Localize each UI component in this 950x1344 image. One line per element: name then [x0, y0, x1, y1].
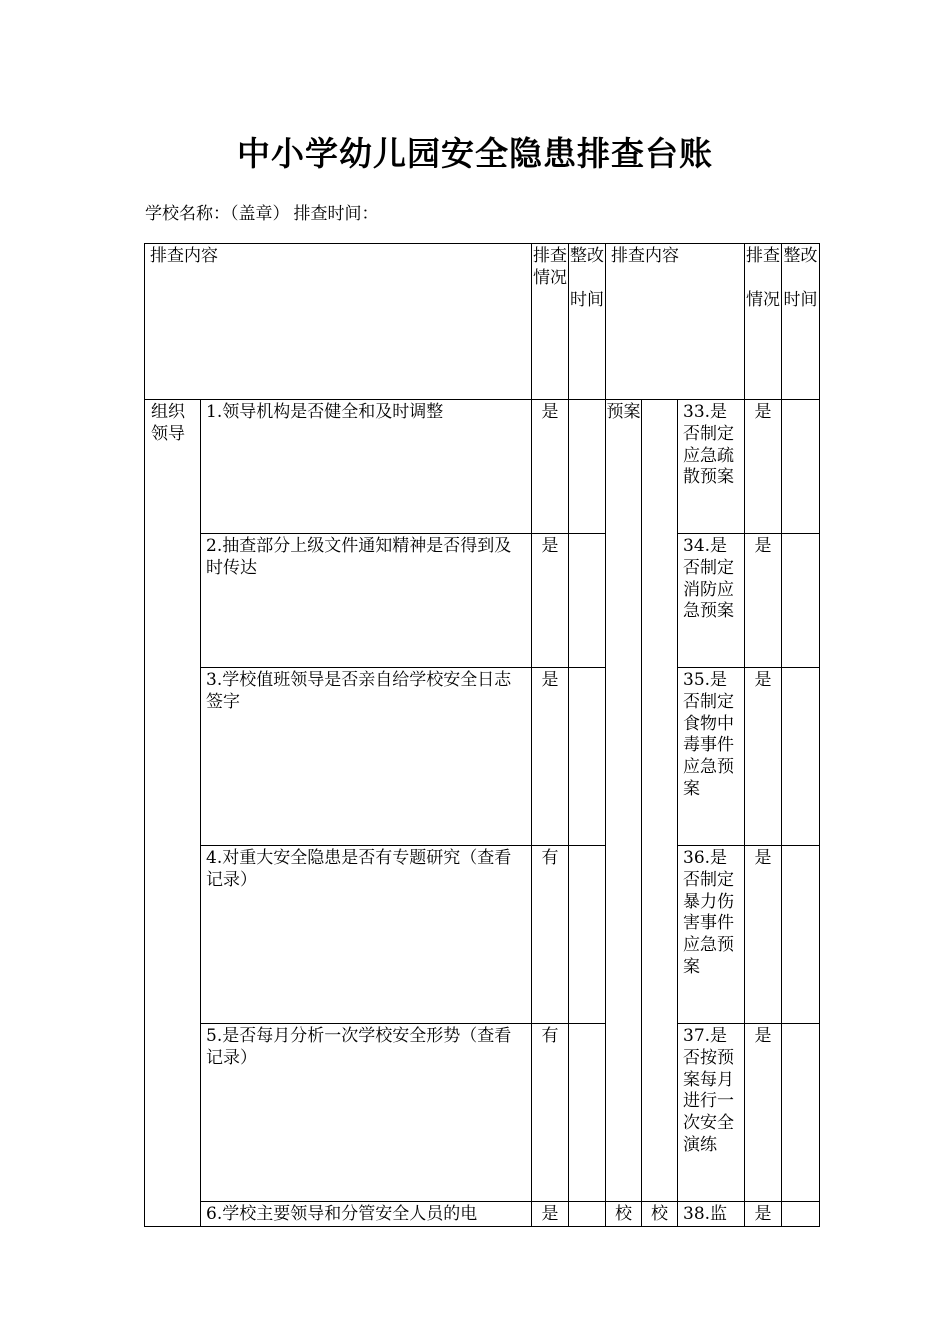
- left-item: 6.学校主要领导和分管安全人员的电: [201, 1202, 532, 1227]
- right-item: 34.是否制定消防应急预案: [678, 534, 745, 668]
- right-time: [782, 668, 820, 846]
- left-status: 是: [532, 1202, 569, 1227]
- left-time: [569, 534, 606, 668]
- category-emergency-plan: 预案: [606, 400, 642, 1202]
- category-organization-leadership: 组织领导: [145, 400, 201, 1227]
- right-time: [782, 846, 820, 1024]
- right-status: 是: [745, 1024, 782, 1202]
- left-status: 是: [532, 534, 569, 668]
- table-row: [145, 1202, 820, 1227]
- left-item: 2.抽查部分上级文件通知精神是否得到及时传达: [201, 534, 532, 668]
- document-title: 中小学幼儿园安全隐患排查台账: [237, 134, 713, 173]
- right-item: 36.是否制定暴力伤害事件应急预案: [678, 846, 745, 1024]
- table-row: [145, 400, 820, 534]
- category-school: 校: [606, 1202, 642, 1227]
- header-time: 时间: [570, 289, 604, 310]
- left-item: 5.是否每月分析一次学校安全形势（查看记录）: [201, 1024, 532, 1202]
- left-status: 有: [532, 846, 569, 1024]
- header-time-right: 时间: [783, 289, 818, 310]
- right-time: [782, 534, 820, 668]
- right-time: [782, 1024, 820, 1202]
- header-content: 排查内容: [145, 244, 532, 400]
- right-status: 是: [745, 1202, 782, 1227]
- left-item: 3.学校值班领导是否亲自给学校安全日志签字: [201, 668, 532, 846]
- left-status: 是: [532, 668, 569, 846]
- table-header-row: [145, 244, 820, 400]
- table-row: [145, 1024, 820, 1202]
- subcategory-school: 校: [642, 1202, 678, 1227]
- right-status: 是: [745, 846, 782, 1024]
- inspection-time-label: 排查时间：: [293, 204, 379, 224]
- header-status-right-top: 排查: [746, 246, 780, 266]
- left-status: 是: [532, 400, 569, 534]
- left-time: [569, 1024, 606, 1202]
- right-status: 是: [745, 668, 782, 846]
- header-status: 排查情况: [532, 244, 569, 400]
- document-meta-line: [145, 199, 383, 224]
- header-status-right-bottom: 情况: [746, 289, 780, 310]
- left-time: [569, 846, 606, 1024]
- left-time: [569, 400, 606, 534]
- right-time: [782, 1202, 820, 1227]
- header-rectify-right: 整改: [783, 246, 818, 266]
- right-item: 38.监: [678, 1202, 745, 1227]
- school-name-label: 学校名称：（盖章）: [145, 204, 290, 224]
- left-item: 1.领导机构是否健全和及时调整: [201, 400, 532, 534]
- header-status-right: [745, 244, 782, 400]
- right-status: 是: [745, 400, 782, 534]
- right-time: [782, 400, 820, 534]
- header-rectify-time-right: [782, 244, 820, 400]
- header-content-right: 排查内容: [606, 244, 745, 400]
- inspection-table: [144, 243, 820, 1227]
- table-row: [145, 668, 820, 846]
- left-time: [569, 1202, 606, 1227]
- header-rectify-time: [569, 244, 606, 400]
- left-time: [569, 668, 606, 846]
- right-item: 33.是否制定应急疏散预案: [678, 400, 745, 534]
- right-status: 是: [745, 534, 782, 668]
- right-item: 35.是否制定食物中毒事件应急预案: [678, 668, 745, 846]
- right-item: 37.是否按预案每月进行一次安全演练: [678, 1024, 745, 1202]
- subcategory-empty: [642, 400, 678, 1202]
- table-row: [145, 846, 820, 1024]
- left-status: 有: [532, 1024, 569, 1202]
- table-row: [145, 534, 820, 668]
- left-item: 4.对重大安全隐患是否有专题研究（查看记录）: [201, 846, 532, 1024]
- header-rectify: 整改: [570, 246, 604, 266]
